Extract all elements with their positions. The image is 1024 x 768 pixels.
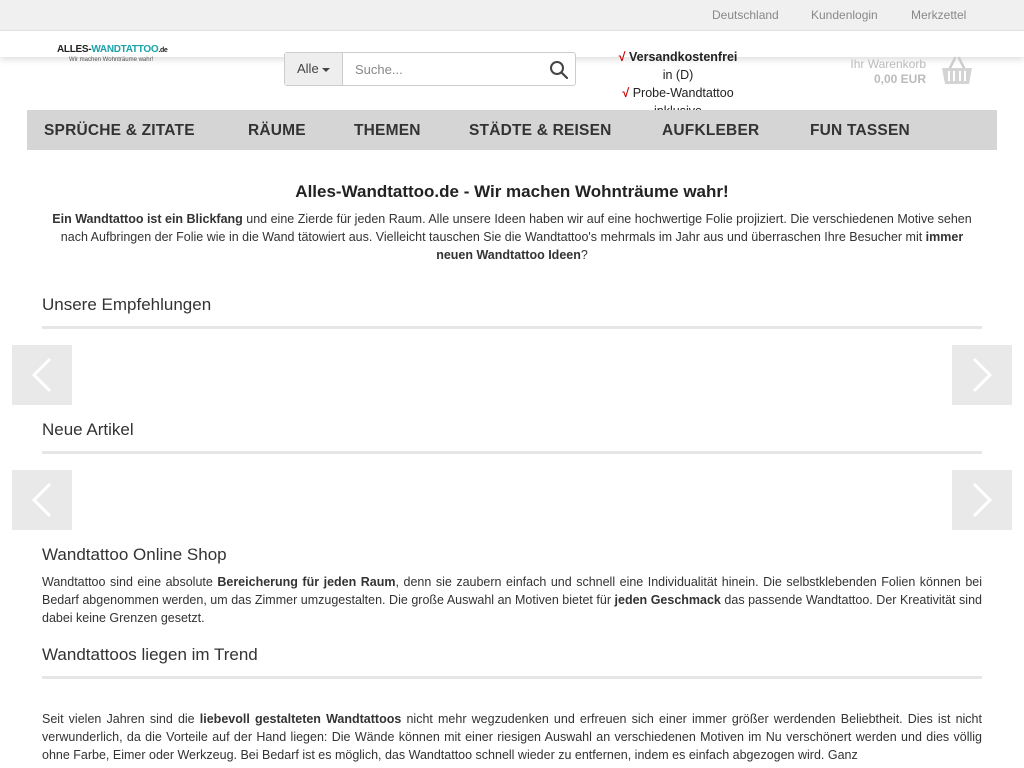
check-icon: √ xyxy=(622,86,630,100)
chevron-right-icon xyxy=(968,482,996,518)
cart-summary[interactable] xyxy=(830,57,926,87)
free-shipping-region: in (D) xyxy=(662,68,694,82)
recommendations-next-button[interactable] xyxy=(952,345,1012,405)
new-articles-prev-button[interactable] xyxy=(12,470,72,530)
search-input[interactable] xyxy=(345,53,540,85)
shop-text: Wandtattoo sind eine absolute Bereicherung für jeden Raum, denn sie zaubern einfach und schnell eine Individualität hinein. Die selbstklebenden Folien können bei Bedarf abgenommen werden, um das Zimmer umzugestalten. Die große Auswahl an Motiven bietet für jeden Geschmack das passende Wandtattoo. Der Kreativität sind dabei keine Grenzen gesetzt. xyxy=(42,575,982,625)
logo-wordmark: ALLES-WANDTATTOO.de xyxy=(57,44,168,55)
chevron-right-icon xyxy=(968,357,996,393)
search-bar xyxy=(284,52,576,86)
basket-icon xyxy=(941,56,973,86)
logo[interactable] xyxy=(57,44,167,68)
divider xyxy=(42,326,982,329)
sample-label: Probe-Wandtattoo xyxy=(632,86,734,100)
page-title: Alles-Wandtattoo.de - Wir machen Wohnträume wahr! xyxy=(295,182,729,201)
free-shipping-label: Versandkostenfrei xyxy=(628,50,738,64)
trend-heading: Wandtattoos liegen im Trend xyxy=(42,645,258,664)
divider xyxy=(42,676,982,679)
cart-label: Ihr Warenkorb xyxy=(850,57,926,71)
check-icon: √ xyxy=(618,50,626,64)
intro-text: Ein Wandtattoo ist ein Blickfang und eine Zierde für jeden Raum. Alle unsere Ideen haben wir auf eine hochwertige Folie projiziert. Die verschiedenen Motive sehen nach Aufbringen der Folie wie in die Wand tätowiert aus. Vielleicht tauschen Sie die Wandtattoo's mehrmals im Jahr aus und überraschen Ihre Besucher mit immer neuen Wandtattoo Ideen? xyxy=(52,212,972,262)
main-navigation xyxy=(27,110,997,150)
search-icon xyxy=(549,60,569,80)
search-category-dropdown[interactable]: Alle xyxy=(285,53,343,85)
top-bar xyxy=(0,0,1024,31)
nav-item-aufkleber[interactable]: AUFKLEBER xyxy=(662,122,760,139)
new-articles-next-button[interactable] xyxy=(952,470,1012,530)
trend-text: Seit vielen Jahren sind die liebevoll gestalteten Wandtattoos nicht mehr wegzudenken und erfreuen sich einer immer größer werdenden Beliebtheit. Dies ist nicht verwunderlich, da die Vorteile auf der Hand liegen: Die Wände können mit einer riesigen Auswahl an verschiedenen Motiven im Nu verschönert werden und dies völlig ohne Farbe, Eimer oder Werkzeug. Bei Bedarf ist es möglich, das Wandtattoo schnell wieder zu entfernen, indem es einfach abgezogen wird. Ganz xyxy=(42,712,982,762)
nav-item-sprueche[interactable]: SPRÜCHE & ZITATE xyxy=(44,122,195,139)
logo-tagline: Wir machen Wohnträume wahr! xyxy=(69,57,154,63)
shop-heading: Wandtattoo Online Shop xyxy=(42,545,227,564)
new-articles-heading: Neue Artikel xyxy=(42,420,134,439)
cart-button[interactable] xyxy=(941,56,973,86)
recommendations-heading: Unsere Empfehlungen xyxy=(42,295,212,314)
cart-amount: 0,00 EUR xyxy=(873,72,926,86)
login-link[interactable]: Kundenlogin xyxy=(811,8,878,22)
nav-item-themen[interactable]: THEMEN xyxy=(354,122,421,139)
divider xyxy=(42,451,982,454)
nav-item-raeume[interactable]: RÄUME xyxy=(248,122,306,139)
wishlist-link[interactable]: Merkzettel xyxy=(911,8,967,22)
search-button[interactable] xyxy=(549,60,569,80)
chevron-left-icon xyxy=(28,482,56,518)
nav-item-fun-tassen[interactable]: FUN TASSEN xyxy=(810,122,910,139)
chevron-left-icon xyxy=(28,357,56,393)
recommendations-prev-button[interactable] xyxy=(12,345,72,405)
chevron-down-icon xyxy=(322,68,330,72)
country-link[interactable]: Deutschland xyxy=(712,8,779,22)
nav-item-staedte[interactable]: STÄDTE & REISEN xyxy=(469,122,612,139)
